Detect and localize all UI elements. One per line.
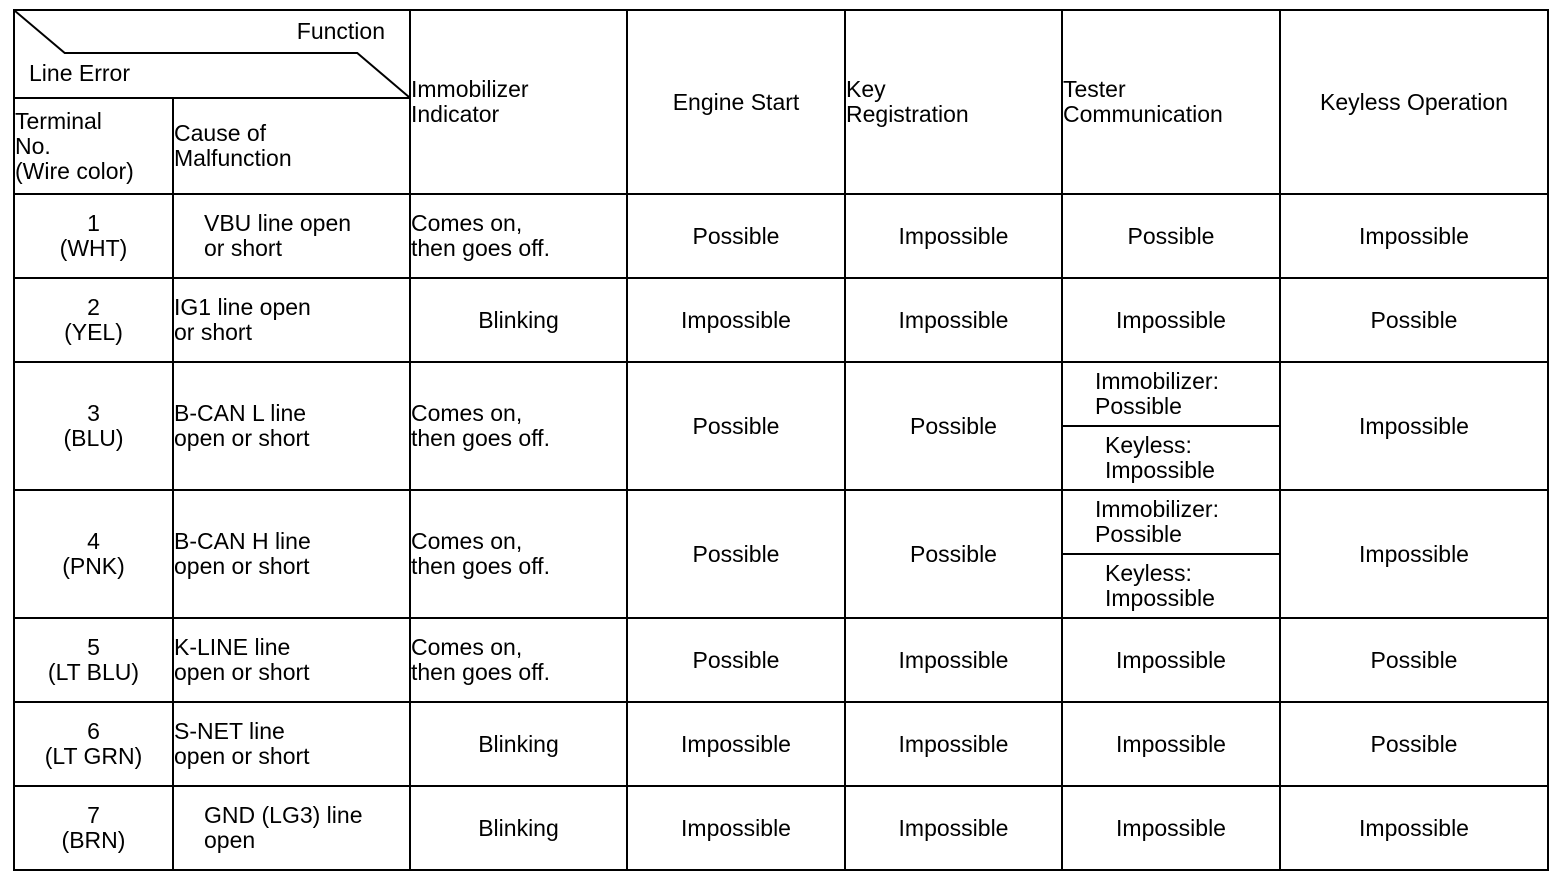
engine-start-cell: Possible [627, 490, 845, 618]
keyless-cell: Impossible [1280, 786, 1548, 870]
line-error-label: Line Error [29, 60, 130, 86]
keyless-cell: Impossible [1280, 362, 1548, 490]
table-row [14, 362, 1548, 490]
tester-cell: Impossible [1062, 786, 1280, 870]
table-row [14, 702, 1548, 786]
engine-start-cell: Impossible [627, 786, 845, 870]
table-row [14, 194, 1548, 278]
keyless-cell: Impossible [1280, 194, 1548, 278]
cause-cell: IG1 line open or short [173, 278, 410, 362]
tester-split-cell [1062, 362, 1280, 490]
tester-cell: Impossible [1062, 278, 1280, 362]
header-engine-start: Engine Start [627, 10, 845, 194]
cause-cell: B-CAN H line open or short [173, 490, 410, 618]
header-cause: Cause of Malfunction [173, 98, 410, 194]
tester-cell: Impossible [1062, 702, 1280, 786]
function-label: Function [296, 18, 385, 44]
table-row [14, 786, 1548, 870]
terminal-cell: 6 (LT GRN) [14, 702, 173, 786]
key-registration-cell: Possible [845, 362, 1062, 490]
tester-cell: Possible [1062, 194, 1280, 278]
indicator-cell: Blinking [410, 278, 627, 362]
indicator-cell: Comes on, then goes off. [410, 618, 627, 702]
engine-start-cell: Possible [627, 618, 845, 702]
header-row-top [14, 10, 1548, 98]
header-terminal-no: Terminal No. (Wire color) [14, 98, 173, 194]
terminal-cell: 3 (BLU) [14, 362, 173, 490]
terminal-cell: 7 (BRN) [14, 786, 173, 870]
indicator-cell: Blinking [410, 702, 627, 786]
terminal-cell: 2 (YEL) [14, 278, 173, 362]
indicator-cell: Comes on, then goes off. [410, 362, 627, 490]
keyless-cell: Possible [1280, 618, 1548, 702]
tester-keyless-cell: Keyless: Impossible [1105, 432, 1215, 483]
tester-immobilizer-cell: Immobilizer: Possible [1063, 491, 1279, 554]
engine-start-cell: Possible [627, 194, 845, 278]
header-keyless-operation: Keyless Operation [1280, 10, 1548, 194]
keyless-cell: Impossible [1280, 490, 1548, 618]
key-registration-cell: Impossible [845, 786, 1062, 870]
key-registration-cell: Impossible [845, 194, 1062, 278]
indicator-cell: Blinking [410, 786, 627, 870]
indicator-cell: Comes on, then goes off. [410, 194, 627, 278]
key-registration-cell: Impossible [845, 278, 1062, 362]
key-registration-cell: Impossible [845, 618, 1062, 702]
terminal-cell: 5 (LT BLU) [14, 618, 173, 702]
function-table [13, 9, 1549, 871]
tester-keyless-cell: Keyless: Impossible [1105, 560, 1215, 611]
keyless-cell: Possible [1280, 278, 1548, 362]
engine-start-cell: Impossible [627, 702, 845, 786]
key-registration-cell: Possible [845, 490, 1062, 618]
table-row [14, 490, 1548, 618]
table-row [14, 618, 1548, 702]
cause-cell: VBU line open or short [173, 194, 410, 278]
cause-cell: GND (LG3) line open [173, 786, 410, 870]
diagonal-header-cell [14, 10, 410, 98]
header-tester-communication: Tester Communication [1062, 10, 1280, 194]
terminal-cell: 4 (PNK) [14, 490, 173, 618]
key-registration-cell: Impossible [845, 702, 1062, 786]
tester-split-table [1063, 491, 1279, 617]
tester-split-cell [1062, 490, 1280, 618]
engine-start-cell: Possible [627, 362, 845, 490]
header-immobilizer-indicator: Immobilizer Indicator [410, 10, 627, 194]
terminal-cell: 1 (WHT) [14, 194, 173, 278]
cause-cell: S-NET line open or short [173, 702, 410, 786]
tester-split-table [1063, 363, 1279, 489]
cause-cell: K-LINE line open or short [173, 618, 410, 702]
indicator-cell: Comes on, then goes off. [410, 490, 627, 618]
tester-immobilizer-cell: Immobilizer: Possible [1063, 363, 1279, 426]
engine-start-cell: Impossible [627, 278, 845, 362]
tester-cell: Impossible [1062, 618, 1280, 702]
header-key-registration: Key Registration [845, 10, 1062, 194]
keyless-cell: Possible [1280, 702, 1548, 786]
cause-cell: B-CAN L line open or short [173, 362, 410, 490]
table-row [14, 278, 1548, 362]
